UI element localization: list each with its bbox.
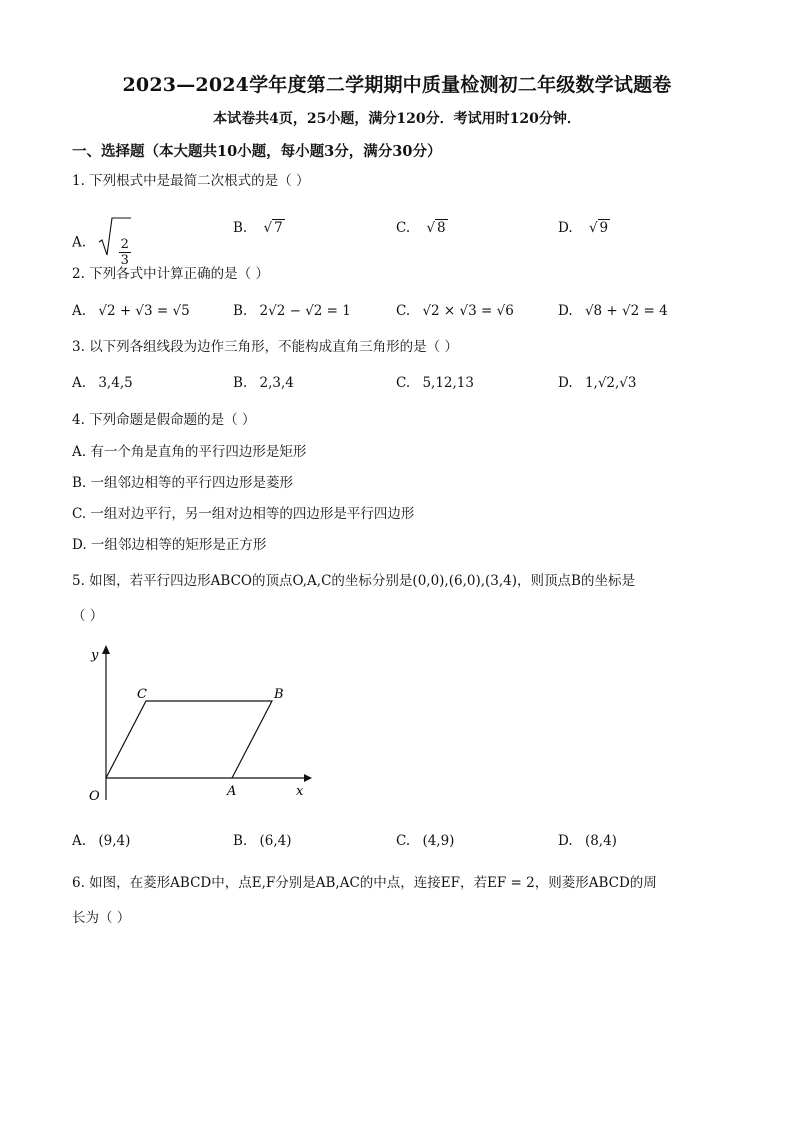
- q1-b-radicand: 7: [274, 220, 283, 236]
- q5-d-value: (8,4): [584, 833, 617, 849]
- q3-a-value: 3,4,5: [98, 375, 133, 391]
- q6-stem: 6. 如图，在菱形ABCD中，点E,F分别是AB,AC的中点，连接EF，若EF = 2，则菱形ABCD的周: [72, 875, 657, 891]
- q1-a-sqrt-fraction: [98, 216, 149, 270]
- exam-info: 本试卷共4页，25小题，满分120分．考试用时120分钟．: [213, 111, 581, 127]
- parallelogram-abco: [106, 701, 272, 778]
- q1-option-c: [396, 218, 448, 238]
- q1-stem: 1. 下列根式中是最简二次根式的是（ ）: [72, 173, 310, 189]
- q6-stem-continued: 长为（ ）: [72, 910, 131, 926]
- q1-b-expr: √ 7: [263, 220, 283, 236]
- q3-option-d: [558, 373, 637, 393]
- point-a-label: A: [227, 784, 237, 799]
- q2-stem: 2. 下列各式中计算正确的是（ ）: [72, 266, 269, 282]
- q5-paren: （ ）: [72, 608, 104, 624]
- q4-option-b: B. 一组邻边相等的平行四边形是菱形: [72, 475, 294, 491]
- q2-b-label: B.: [233, 303, 248, 319]
- q2-a-expr: √2 + √3 = √5: [98, 303, 190, 319]
- q1-d-radicand: 9: [599, 220, 609, 236]
- q4-stem: 4. 下列命题是假命题的是（ ）: [72, 412, 256, 428]
- q3-option-a: [72, 373, 133, 393]
- q3-d-value: 1,√2,√3: [584, 375, 637, 391]
- q5-a-label: A.: [72, 833, 87, 849]
- q1-d-label: D.: [558, 220, 573, 236]
- page-title: 2023—2024学年度第二学期期中质量检测初二年级数学试题卷: [122, 74, 672, 96]
- q1-option-a: [72, 216, 149, 270]
- q5-b-label: B.: [233, 833, 248, 849]
- q5-option-a: [72, 831, 130, 851]
- q1-a-denominator: 3: [120, 253, 129, 268]
- q1-option-b: [233, 218, 285, 238]
- point-b-label: B: [274, 687, 284, 702]
- q3-option-b: [233, 373, 294, 393]
- q5-c-value: (4,9): [422, 833, 455, 849]
- q5-c-label: C.: [396, 833, 411, 849]
- q1-c-expr: √ 8: [426, 220, 446, 236]
- q2-option-c: [396, 301, 514, 321]
- q2-c-expr: √2 × √3 = √6: [422, 303, 514, 319]
- y-axis-arrow: [102, 645, 110, 654]
- q3-b-value: 2,3,4: [259, 375, 294, 391]
- x-axis-arrow: [304, 774, 312, 782]
- q5-figure-parallelogram: [72, 640, 322, 820]
- q5-d-label: D.: [558, 833, 573, 849]
- q3-c-value: 5,12,13: [422, 375, 474, 391]
- q3-stem: 3. 以下列各组线段为边作三角形，不能构成直角三角形的是（ ）: [72, 339, 458, 355]
- q2-option-d: [558, 301, 668, 321]
- q3-a-label: A.: [72, 375, 87, 391]
- q5-b-value: (6,4): [259, 833, 292, 849]
- q2-d-label: D.: [558, 303, 573, 319]
- q2-c-label: C.: [396, 303, 411, 319]
- q5-a-value: (9,4): [98, 833, 131, 849]
- q1-a-label: A.: [72, 234, 87, 251]
- q5-stem: 5. 如图，若平行四边形ABCO的顶点O,A,C的坐标分别是(0,0),(6,0),(3,4)，则顶点B的坐标是: [72, 573, 635, 589]
- q2-b-expr: 2√2 − √2 = 1: [259, 303, 351, 319]
- point-o-label: O: [89, 789, 100, 804]
- y-axis-label: y: [91, 648, 99, 663]
- q3-c-label: C.: [396, 375, 411, 391]
- q1-a-numerator: 2: [120, 237, 129, 252]
- q1-b-label: B.: [233, 220, 248, 236]
- point-c-label: C: [137, 687, 147, 702]
- q2-option-a: [72, 301, 190, 321]
- q4-option-a: A. 有一个角是直角的平行四边形是矩形: [72, 444, 307, 460]
- q4-option-c: C. 一组对边平行，另一组对边相等的四边形是平行四边形: [72, 506, 415, 522]
- q1-option-d: [558, 218, 610, 238]
- q1-d-expr: √ 9: [588, 220, 609, 236]
- q5-option-d: [558, 831, 617, 851]
- q5-option-b: [233, 831, 292, 851]
- x-axis-label: x: [296, 784, 304, 799]
- q2-d-expr: √8 + √2 = 4: [584, 303, 668, 319]
- q3-b-label: B.: [233, 375, 248, 391]
- q3-option-c: [396, 373, 474, 393]
- section-heading-choice: 一、选择题（本大题共10小题，每小题3分，满分30分）: [72, 143, 442, 160]
- q1-c-label: C.: [396, 220, 411, 236]
- q3-d-label: D.: [558, 375, 573, 391]
- q2-a-label: A.: [72, 303, 87, 319]
- q4-option-d: D. 一组邻边相等的矩形是正方形: [72, 537, 267, 553]
- q5-option-c: [396, 831, 454, 851]
- q2-option-b: [233, 301, 351, 321]
- q1-c-radicand: 8: [437, 220, 446, 236]
